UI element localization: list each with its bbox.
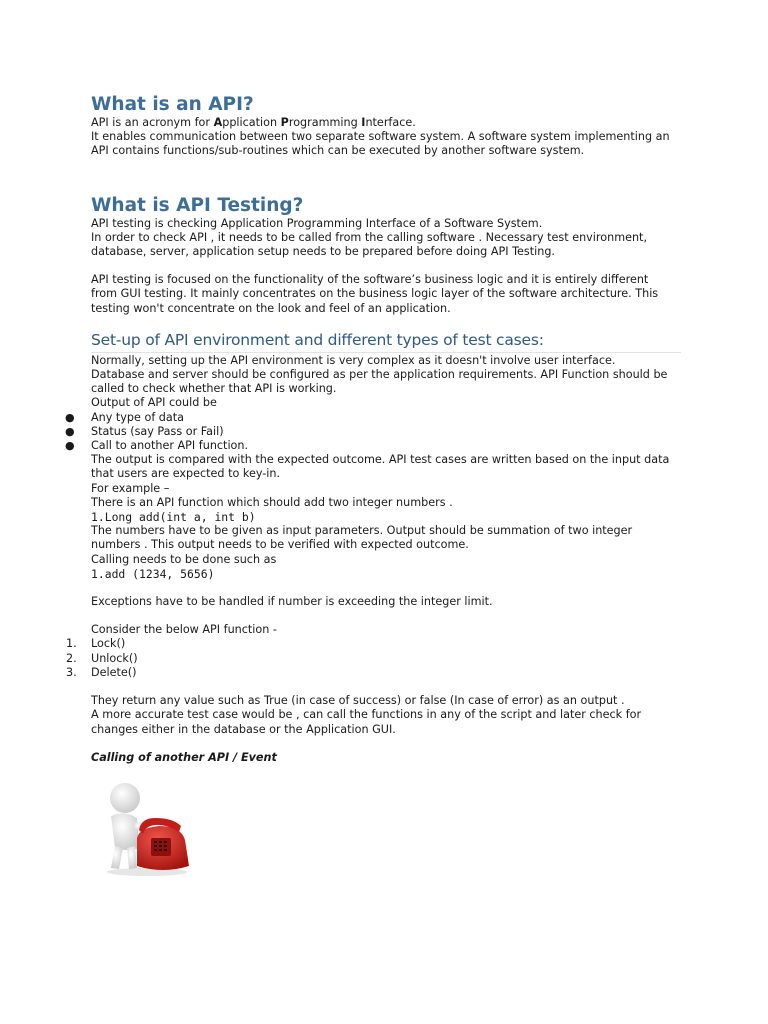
paragraph-line: API contains functions/sub-routines which can be executed by another software system. bbox=[91, 144, 585, 158]
code-line-add-call: 1.add (1234, 5656) bbox=[91, 566, 215, 581]
figure-caption: Calling of another API / Event bbox=[91, 750, 277, 764]
list-number: 1. bbox=[66, 637, 77, 651]
paragraph-line: There is an API function which should add two integer numbers . bbox=[91, 495, 453, 509]
acronym-i: I bbox=[361, 116, 366, 129]
list-number: 2. bbox=[66, 651, 77, 665]
paragraph-line: The numbers have to be given as input parameters. Output should be summation of two integer bbox=[91, 524, 633, 538]
bullet-item bbox=[65, 410, 691, 425]
acronym-a-rest: pplication bbox=[222, 116, 281, 129]
paragraph-line: Output of API could be bbox=[91, 396, 217, 410]
numbered-item bbox=[66, 637, 691, 651]
numbered-item bbox=[66, 651, 691, 666]
bullet-dot-icon: ● bbox=[65, 410, 75, 424]
paragraph-line: They return any value such as True (in case of success) or false (In case of error) as an output . bbox=[91, 694, 625, 708]
paragraph-line: Calling needs to be done such as bbox=[91, 552, 277, 566]
list-text: Lock() bbox=[91, 637, 126, 651]
paragraph-line: changes either in the database or the Application GUI. bbox=[91, 722, 396, 736]
bullet-item bbox=[65, 439, 691, 453]
heading-what-is-api: What is an API? bbox=[91, 94, 254, 115]
person-phone-icon bbox=[97, 778, 197, 878]
bullet-item bbox=[65, 424, 691, 439]
bullet-text: Any type of data bbox=[91, 410, 185, 424]
acronym-a: A bbox=[213, 116, 223, 129]
paragraph-line: Database and server should be configured as per the application requirements. API Function should be bbox=[91, 368, 668, 382]
list-text: Delete() bbox=[91, 665, 137, 679]
acronym-pre: API is an acronym for bbox=[91, 116, 214, 129]
paragraph-line: API testing is checking Application Programming Interface of a Software System. bbox=[91, 216, 543, 230]
paragraph-line: API testing is focused on the functionality of the software’s business logic and it is entirely different bbox=[91, 273, 649, 287]
acronym-p-rest: rogramming bbox=[288, 116, 362, 129]
paragraph-line: Normally, setting up the API environment is very complex as it doesn't involve user interface. bbox=[91, 353, 616, 367]
bullet-dot-icon: ● bbox=[65, 439, 75, 453]
numbered-item bbox=[66, 665, 691, 680]
paragraph-line: It enables communication between two separate software system. A software system implementing an bbox=[91, 130, 670, 144]
paragraph-line: database, server, application setup needs to be prepared before doing API Testing. bbox=[91, 245, 555, 259]
paragraph-line: called to check whether that API is working. bbox=[91, 382, 337, 396]
figure-person-with-phone bbox=[97, 778, 197, 878]
paragraph-line: For example – bbox=[91, 481, 170, 495]
paragraph-line: Consider the below API function - bbox=[91, 623, 277, 637]
bullet-text: Status (say Pass or Fail) bbox=[91, 424, 224, 438]
bullet-dot-icon: ● bbox=[65, 424, 75, 438]
paragraph-line: that users are expected to key-in. bbox=[91, 467, 281, 481]
heading-what-is-api-testing: What is API Testing? bbox=[91, 194, 304, 216]
document-body bbox=[65, 94, 691, 765]
paragraph-line: numbers . This output needs to be verified with expected outcome. bbox=[91, 538, 469, 552]
paragraph-line: In order to check API , it needs to be called from the calling software . Necessary test environment, bbox=[91, 230, 648, 244]
code-line-add-signature: 1.Long add(int a, int b) bbox=[91, 510, 256, 525]
paragraph-line: The output is compared with the expected outcome. API test cases are written based on the input data bbox=[91, 453, 670, 467]
paragraph-line: Exceptions have to be handled if number is exceeding the integer limit. bbox=[91, 595, 493, 609]
paragraph-line: from GUI testing. It mainly concentrates on the business logic layer of the software architecture. This bbox=[91, 287, 659, 301]
list-text: Unlock() bbox=[91, 651, 138, 665]
list-number: 3. bbox=[66, 665, 77, 679]
heading-setup-api-environment: Set-up of API environment and different types of test cases: bbox=[91, 330, 544, 349]
acronym-i-rest: nterface. bbox=[365, 116, 416, 129]
paragraph-line: testing won't concentrate on the look and feel of an application. bbox=[91, 301, 451, 315]
bullet-text: Call to another API function. bbox=[91, 439, 249, 453]
paragraph-line: A more accurate test case would be , can call the functions in any of the script and later check for bbox=[91, 708, 642, 722]
acronym-line bbox=[91, 116, 691, 130]
heading-underline bbox=[91, 352, 681, 353]
acronym-p: P bbox=[280, 116, 289, 129]
